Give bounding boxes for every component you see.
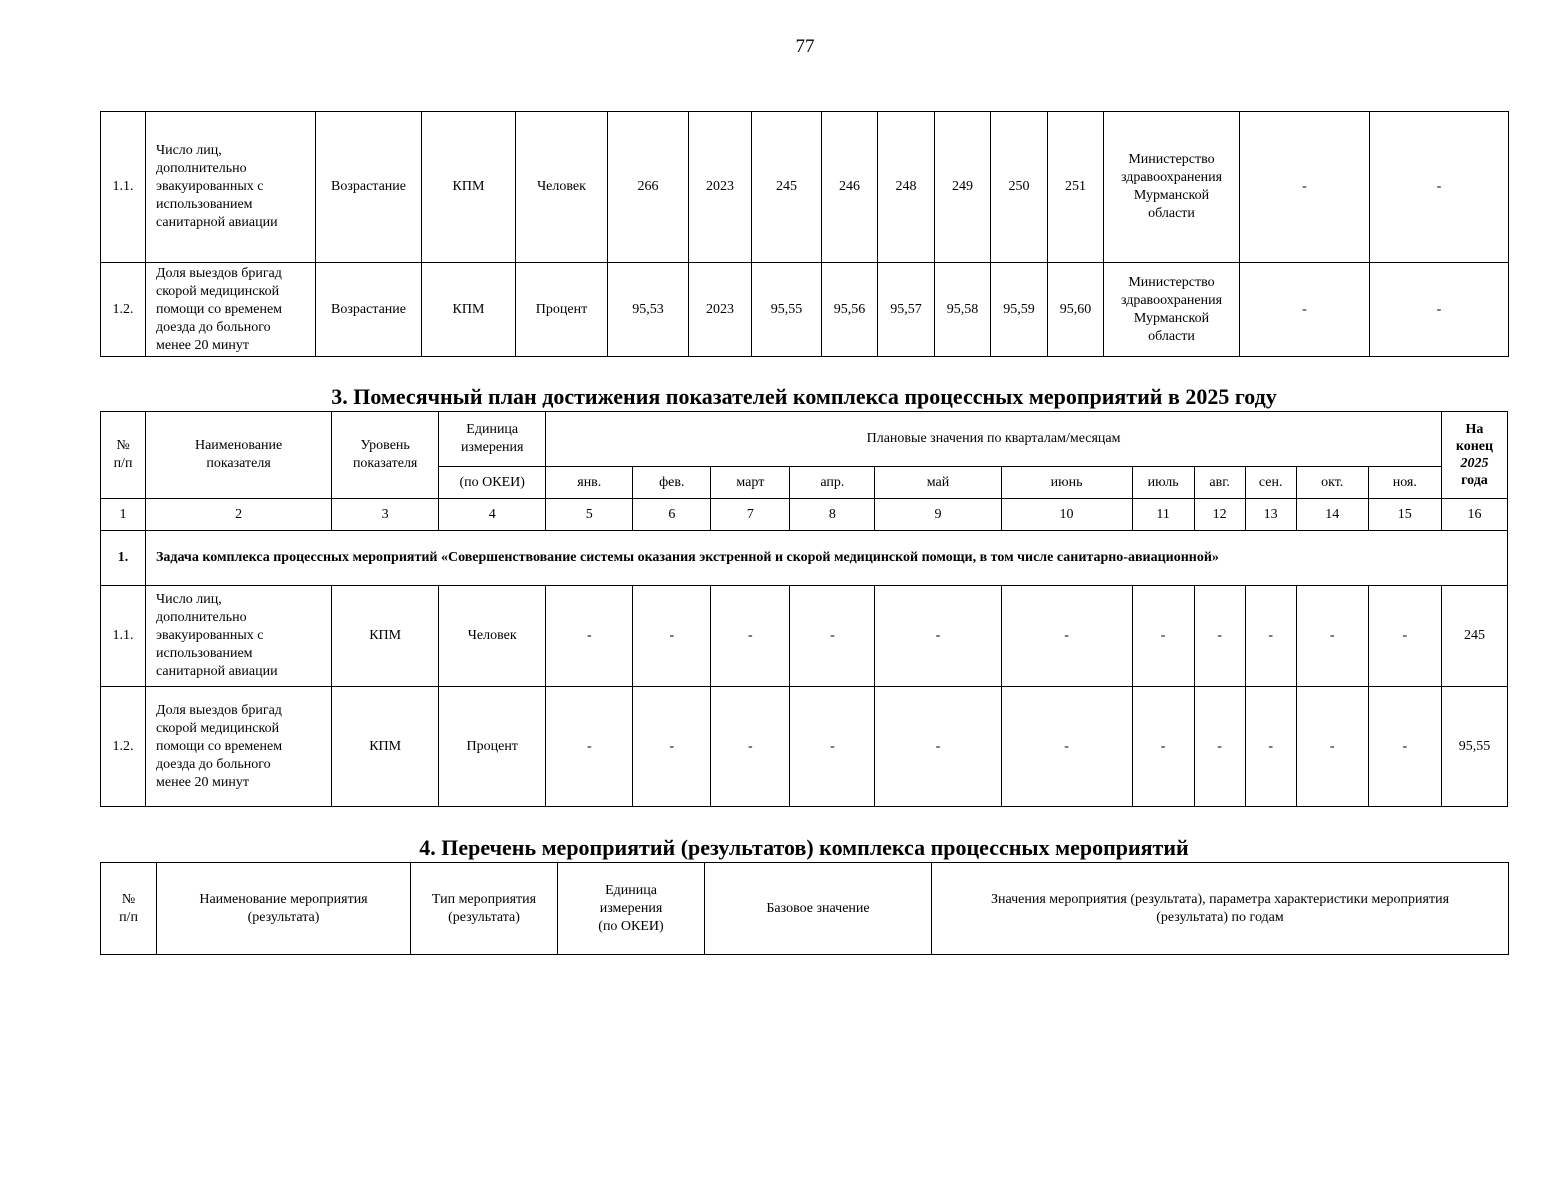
month-header: апр. (790, 467, 875, 499)
unit: Процент (516, 263, 608, 357)
row-num: 1.2. (101, 263, 146, 357)
indicator-name: Доля выездов бригад скорой медицинской помощи со временем доезда до больного менее 20 минут (146, 687, 332, 807)
year-value: 95,60 (1048, 263, 1104, 357)
month-header: авг. (1194, 467, 1245, 499)
section-4-title: 4. Перечень мероприятий (результатов) комплекса процессных мероприятий (419, 835, 1189, 860)
month-value: - (546, 687, 633, 807)
column-number: 7 (711, 499, 790, 531)
related-col-b: - (1370, 263, 1509, 357)
month-value: - (1132, 586, 1194, 687)
row-num: 1.1. (101, 586, 146, 687)
header-num: № п/п (101, 412, 146, 499)
task-row (101, 531, 1508, 586)
responsible: Министерство здравоохранения Мурманской области (1104, 263, 1240, 357)
base-year: 2023 (689, 263, 752, 357)
level: КПМ (422, 112, 516, 263)
month-header: май (875, 467, 1001, 499)
month-value: - (875, 586, 1001, 687)
related-col-b: - (1370, 112, 1509, 263)
year-value: 95,57 (878, 263, 935, 357)
month-value: - (1194, 687, 1245, 807)
header-plan: Плановые значения по кварталам/месяцам (546, 412, 1442, 467)
column-number: 4 (439, 499, 546, 531)
base-value: 95,53 (608, 263, 689, 357)
month-value: - (875, 687, 1001, 807)
column-number: 16 (1441, 499, 1507, 531)
unit: Процент (439, 687, 546, 807)
year-value: 95,56 (822, 263, 878, 357)
task-num: 1. (101, 531, 146, 586)
measures-header-values: Значения мероприятия (результата), параметра характеристики мероприятия (результата) по годам (932, 863, 1509, 955)
month-header: фев. (633, 467, 711, 499)
unit: Человек (516, 112, 608, 263)
year-value: 249 (935, 112, 991, 263)
month-header: янв. (546, 467, 633, 499)
month-value: - (546, 586, 633, 687)
column-number: 8 (790, 499, 875, 531)
column-number: 2 (146, 499, 332, 531)
page-number: 77 (795, 36, 815, 57)
column-number: 15 (1368, 499, 1441, 531)
year-value: 95,58 (935, 263, 991, 357)
column-number: 1 (101, 499, 146, 531)
measures-header-name: Наименование мероприятия (результата) (157, 863, 411, 955)
year-value: 250 (991, 112, 1048, 263)
month-value: - (1368, 586, 1441, 687)
month-value: - (1001, 687, 1132, 807)
end-of-year-value: 95,55 (1441, 687, 1507, 807)
level: КПМ (332, 687, 439, 807)
section-3-title: 3. Помесячный план достижения показателей комплекса процессных мероприятий в 2025 году (331, 384, 1277, 409)
year-value: 95,55 (752, 263, 822, 357)
year-value: 248 (878, 112, 935, 263)
related-col-a: - (1240, 112, 1370, 263)
year-value: 246 (822, 112, 878, 263)
header-level: Уровень показателя (332, 412, 439, 499)
base-year: 2023 (689, 112, 752, 263)
responsible: Министерство здравоохранения Мурманской области (1104, 112, 1240, 263)
header-name: Наименование показателя (146, 412, 332, 499)
month-value: - (790, 586, 875, 687)
related-col-a: - (1240, 263, 1370, 357)
row-num: 1.1. (101, 112, 146, 263)
column-number: 13 (1245, 499, 1296, 531)
base-value: 266 (608, 112, 689, 263)
header-end-of-year: На конец 2025 года (1441, 412, 1507, 499)
measures-header-type: Тип мероприятия (результата) (411, 863, 558, 955)
end-of-year-value: 245 (1441, 586, 1507, 687)
indicator-row (101, 263, 1509, 357)
trend: Возрастание (316, 112, 422, 263)
monthly-row (101, 586, 1508, 687)
month-header: окт. (1296, 467, 1368, 499)
header-unit-okei: (по ОКЕИ) (439, 467, 546, 499)
month-header: ноя. (1368, 467, 1441, 499)
indicators-table (100, 111, 1509, 357)
month-header: март (711, 467, 790, 499)
trend: Возрастание (316, 263, 422, 357)
year-value: 95,59 (991, 263, 1048, 357)
column-number: 10 (1001, 499, 1132, 531)
monthly-row (101, 687, 1508, 807)
level: КПМ (422, 263, 516, 357)
month-value: - (633, 586, 711, 687)
measures-header-num: № п/п (101, 863, 157, 955)
month-header: июль (1132, 467, 1194, 499)
task-text: Задача комплекса процессных мероприятий «Совершенствование системы оказания экстренной и скорой медицинской помощи, в том числе санитарно-авиационной» (146, 531, 1508, 586)
indicator-name: Число лиц, дополнительно эвакуированных с использованием санитарной авиации (146, 586, 332, 687)
header-unit: Единица измерения (439, 412, 546, 467)
month-value: - (711, 687, 790, 807)
measures-header-base: Базовое значение (705, 863, 932, 955)
column-number: 9 (875, 499, 1001, 531)
month-header: июнь (1001, 467, 1132, 499)
column-number: 11 (1132, 499, 1194, 531)
year-value: 245 (752, 112, 822, 263)
month-value: - (1132, 687, 1194, 807)
indicator-name: Число лиц, дополнительно эвакуированных с использованием санитарной авиации (146, 112, 316, 263)
year-value: 251 (1048, 112, 1104, 263)
indicator-name: Доля выездов бригад скорой медицинской помощи со временем доезда до больного менее 20 минут (146, 263, 316, 357)
column-number: 5 (546, 499, 633, 531)
month-header: сен. (1245, 467, 1296, 499)
month-value: - (1296, 687, 1368, 807)
column-number: 6 (633, 499, 711, 531)
row-num: 1.2. (101, 687, 146, 807)
month-value: - (711, 586, 790, 687)
month-value: - (1001, 586, 1132, 687)
level: КПМ (332, 586, 439, 687)
month-value: - (1296, 586, 1368, 687)
column-number: 12 (1194, 499, 1245, 531)
month-value: - (1245, 586, 1296, 687)
month-value: - (1368, 687, 1441, 807)
month-value: - (790, 687, 875, 807)
measures-table (100, 862, 1509, 955)
indicator-row (101, 112, 1509, 263)
monthly-plan-table (100, 411, 1508, 807)
month-value: - (1194, 586, 1245, 687)
unit: Человек (439, 586, 546, 687)
measures-header-unit: Единица измерения (по ОКЕИ) (558, 863, 705, 955)
month-value: - (1245, 687, 1296, 807)
column-number: 14 (1296, 499, 1368, 531)
month-value: - (633, 687, 711, 807)
column-number: 3 (332, 499, 439, 531)
